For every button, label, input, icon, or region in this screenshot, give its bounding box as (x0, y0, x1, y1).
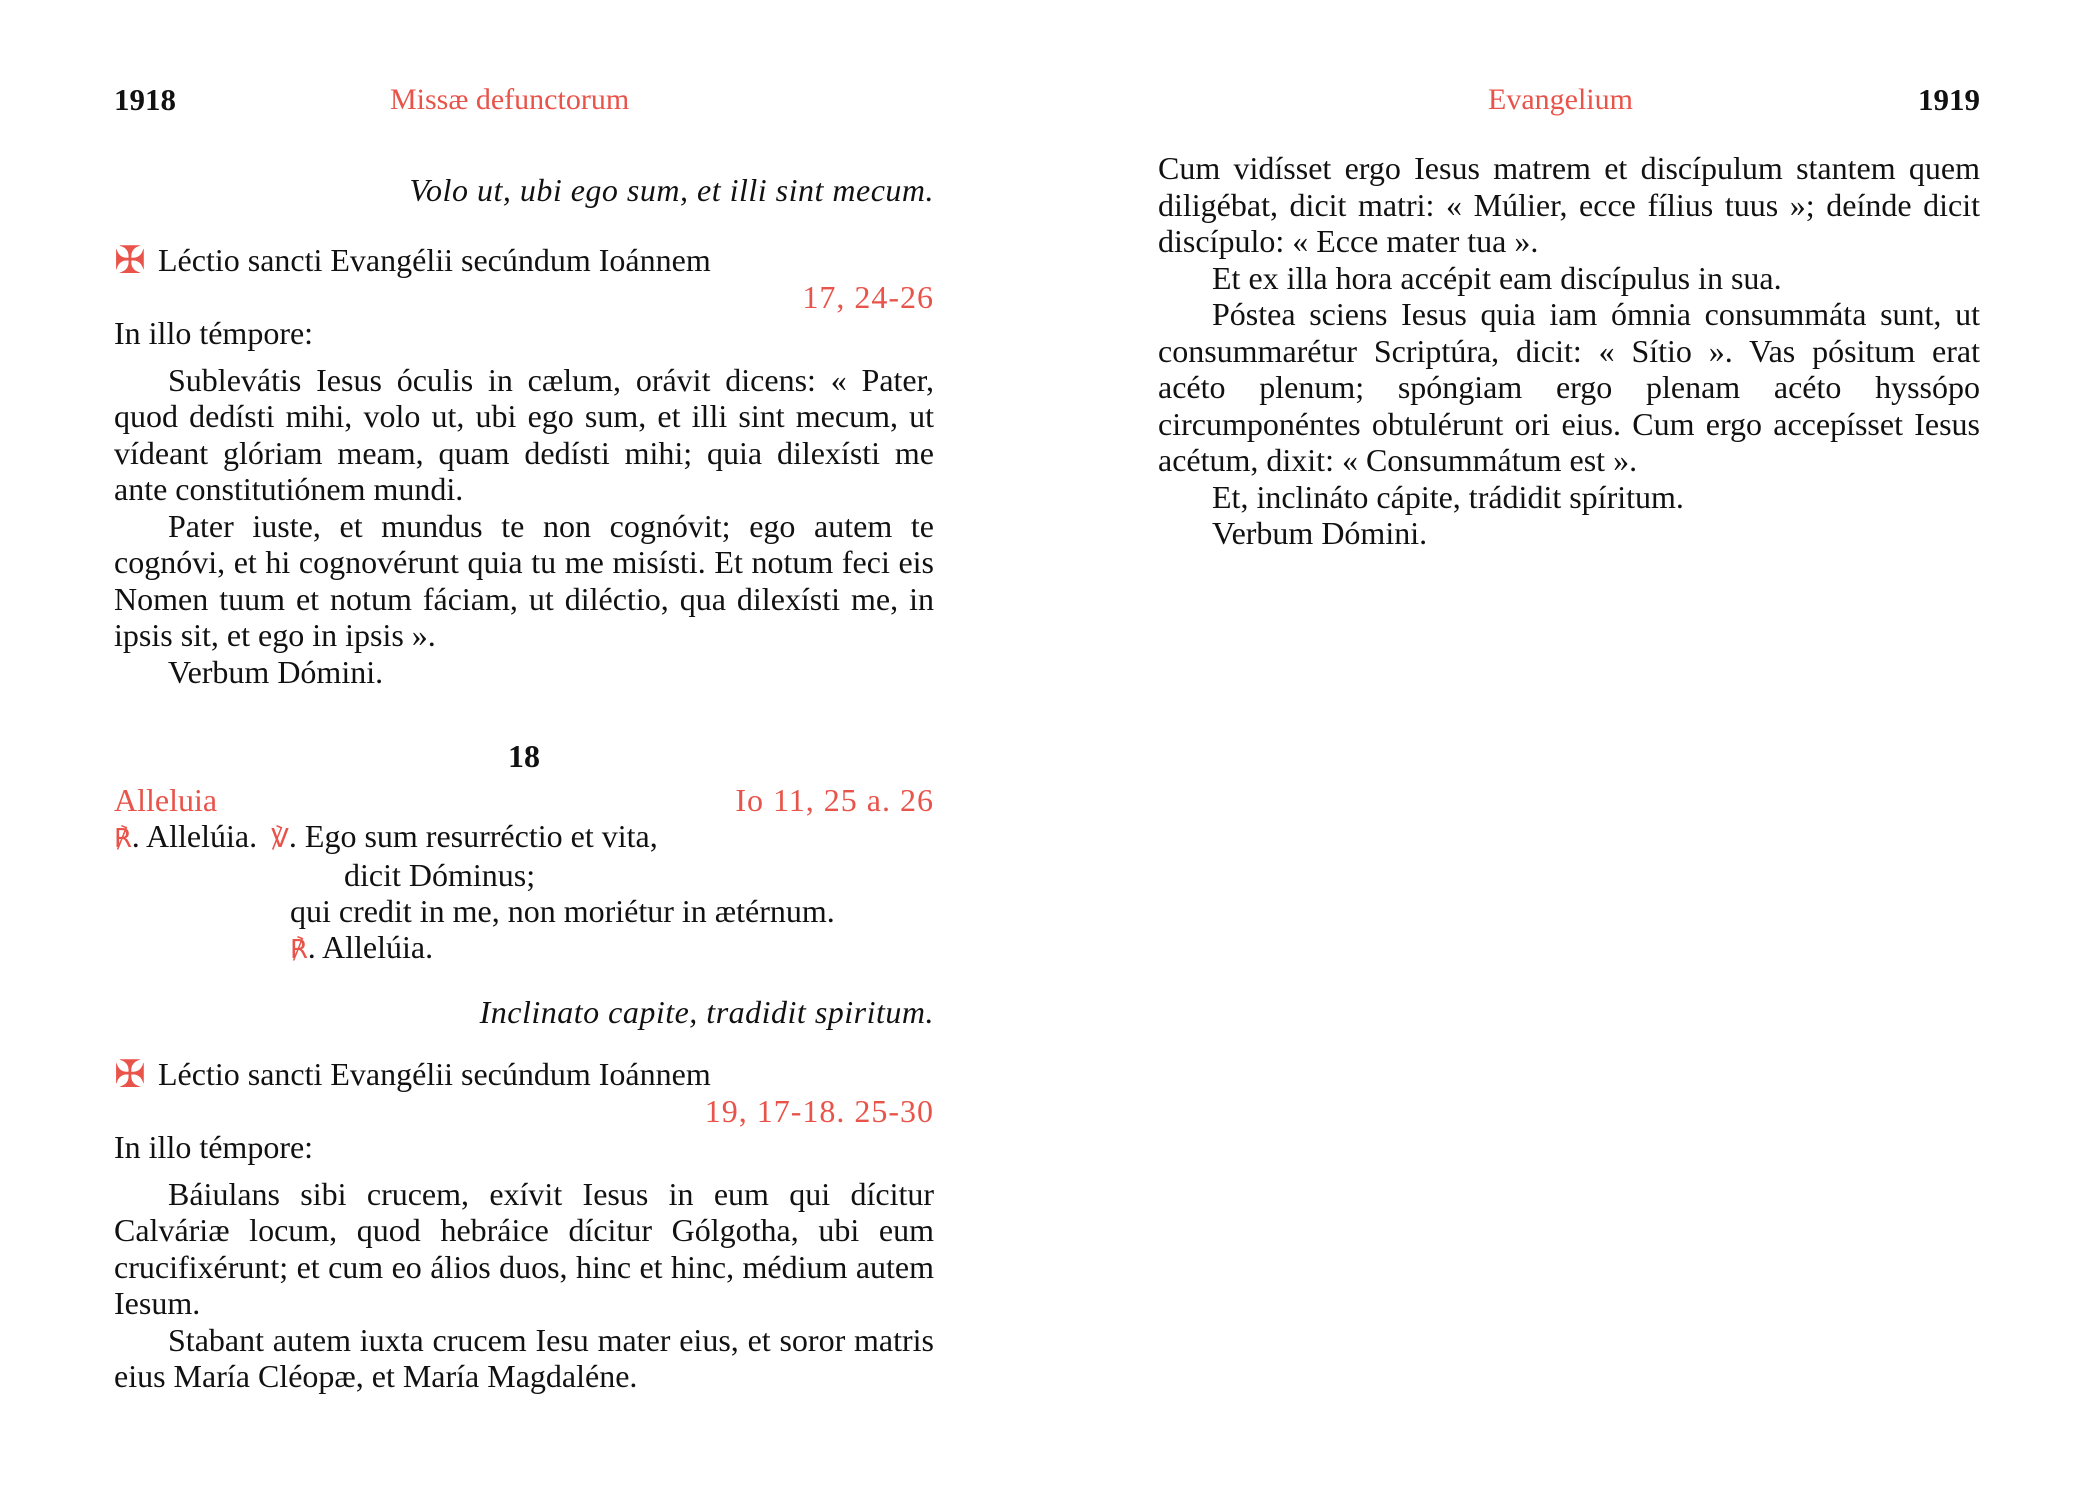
section-17 (114, 172, 934, 690)
lection-title-text: Léctio sancti Evangélii secúndum Ioánnem (158, 242, 711, 278)
verse-line: dicit Dóminus; (344, 857, 536, 893)
running-head: Missæ defunctorum (390, 83, 630, 116)
section-18 (114, 738, 934, 1395)
running-head: Evangelium (1488, 83, 1633, 116)
gospel-paragraph: Báiulans sibi crucem, exívit Iesus in eum qui dícitur Calváriæ locum, quod hebráice dícitur Gólgotha, ubi eum crucifixérunt; et cum eo álios duos, hinc et hinc, médium autem Iesum. (114, 1175, 934, 1321)
page-number: 1919 (1918, 82, 1980, 117)
gospel-paragraph: Et, inclináto cápite, trádidit spíritum. (1212, 478, 1684, 515)
alleluia-label: Alleluia (114, 782, 218, 818)
lection-title (114, 240, 934, 282)
scripture-reference: 17, 24-26 (802, 279, 934, 315)
incipit: Volo ut, ubi ego sum, et illi sint mecum. (409, 172, 934, 208)
response-text: . Allelúia. (131, 818, 258, 854)
gospel-continuation (1158, 150, 1980, 552)
alleluia-reference: Io 11, 25 a. 26 (735, 782, 934, 818)
response-symbol: ℟ (114, 824, 132, 853)
gospel-paragraph: Póstea sciens Iesus quia iam ómnia consummáta sunt, ut consummarétur Scriptúra, dicit: « Sítio ». Vas pósitum erat acéto plenum; spóngiam ergo plenam acéto hyssópo circumponéntes obtulérunt ori eius. Cum ergo accepísset Iesus acétum, dixit: « Consummátum est ». (1158, 296, 1980, 478)
gospel-paragraph: Sublevátis Iesus óculis in cælum, orávit dicens: « Pater, quod dedísti mihi, volo ut, ubi ego sum, et illi sint mecum, ut vídeant glóriam meam, quam dedísti mihi; quia dilexísti me ante constitutiónem mundi. (114, 361, 934, 507)
gospel-paragraph: Pater iuste, et mundus te non cognóvit; ego autem te cognóvi, et hi cognovérunt quia tu me misísti. Et notum feci eis Nomen tuum et notum fáciam, ut diléctio, qua dilexísti me, in ipsis sit, et ego in ipsis ». (114, 507, 934, 653)
alleluia-verse (114, 818, 934, 968)
verbum-domini: Verbum Dómini. (1212, 515, 1428, 551)
cross-icon: ✠ (114, 240, 146, 282)
verse-symbol: ℣ (271, 824, 289, 853)
gospel-intro: In illo témpore: (114, 315, 314, 351)
cross-icon: ✠ (114, 1054, 146, 1096)
gospel-paragraph: Stabant autem iuxta crucem Iesu mater eius, et soror matris eius María Cléopæ, et María Magdaléne. (114, 1321, 934, 1394)
alleluia-heading (114, 782, 934, 818)
gospel-paragraph: Et ex illa hora accépit eam discípulus in sua. (1212, 259, 1782, 296)
verse-line: . Ego sum resurréctio et vita, (288, 818, 658, 854)
incipit: Inclinato capite, tradidit spiritum. (479, 994, 934, 1030)
lection-title (114, 1054, 934, 1096)
response-text: . Allelúia. (307, 929, 434, 965)
gospel-intro: In illo témpore: (114, 1129, 314, 1165)
lection-title-text: Léctio sancti Evangélii secúndum Ioánnem (158, 1056, 711, 1092)
response-symbol: ℟ (290, 935, 308, 964)
gospel-paragraph: Cum vidísset ergo Iesus matrem et discípulum stantem quem diligébat, dicit matri: « Múlier, ecce fílius tuus »; deínde dicit discípulo: « Ecce mater tua ». (1158, 150, 1980, 259)
scripture-reference: 19, 17-18. 25-30 (704, 1093, 934, 1129)
page-number: 1918 (114, 82, 176, 117)
section-number: 18 (508, 738, 540, 774)
verbum-domini: Verbum Dómini. (168, 653, 384, 690)
verse-line: qui credit in me, non moriétur in ætérnum. (290, 893, 835, 929)
